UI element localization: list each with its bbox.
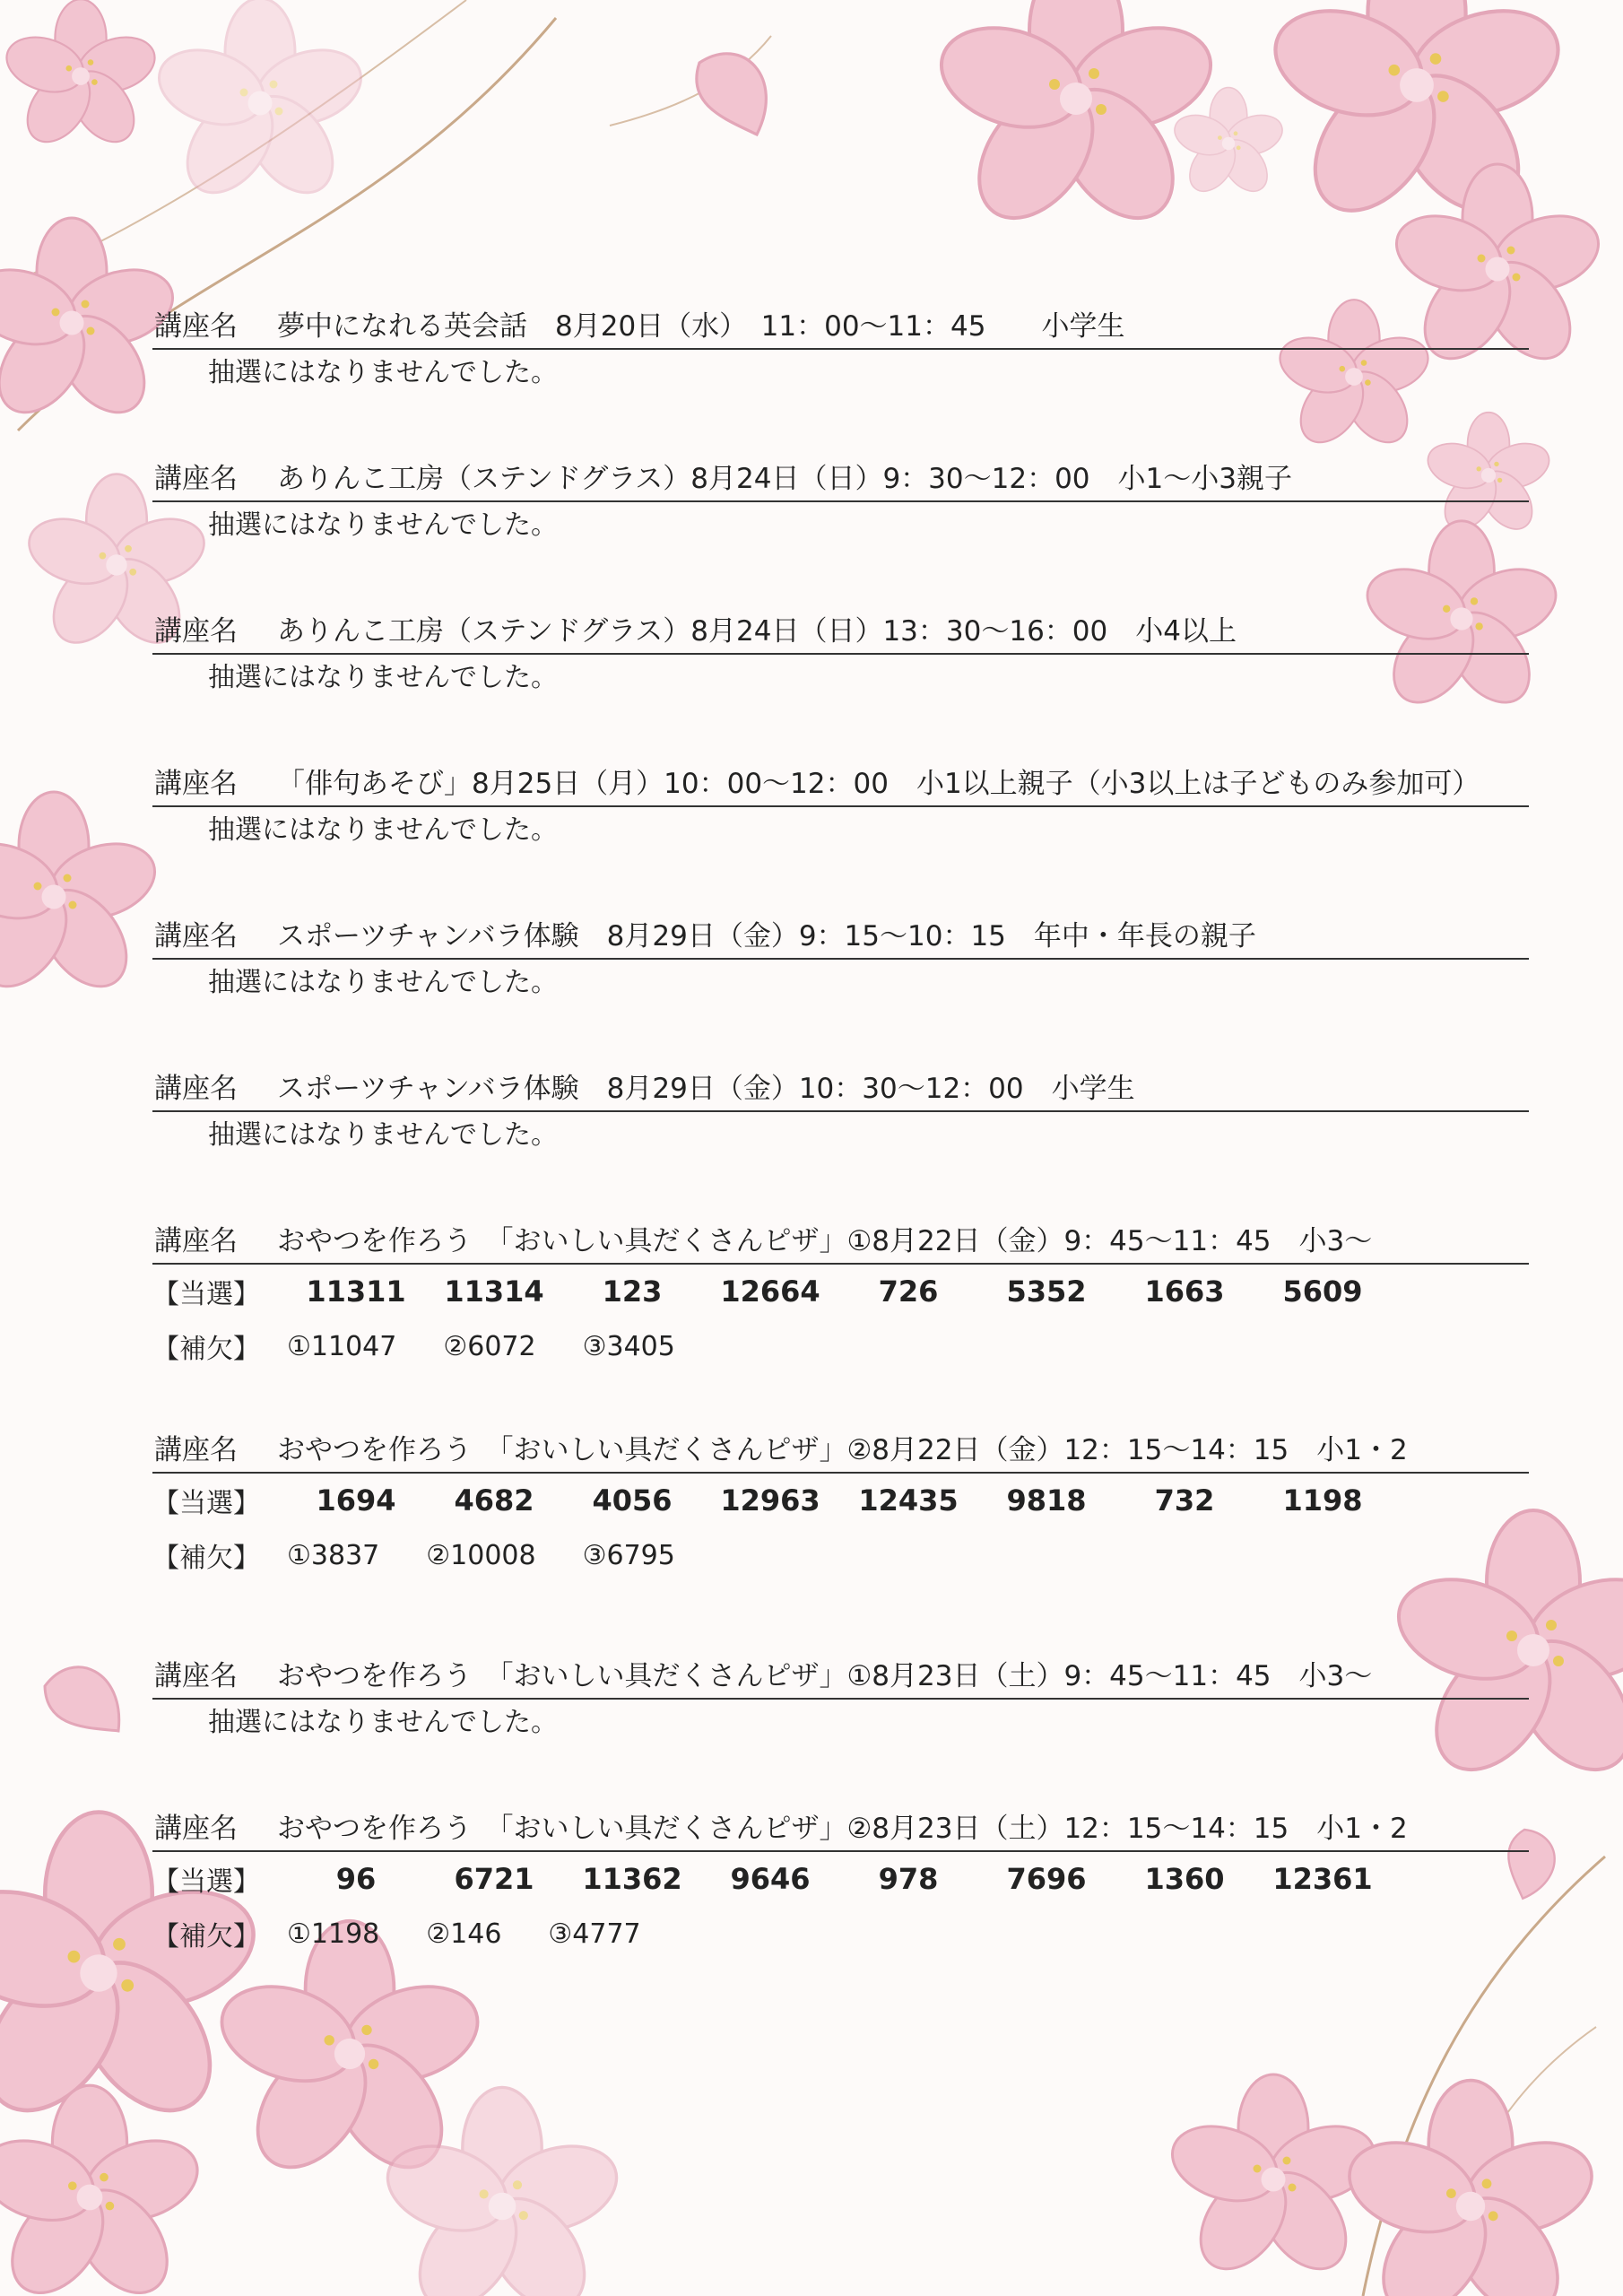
course-heading xyxy=(152,305,1529,350)
course-entry xyxy=(152,1067,1529,1159)
winner-number: 1663 xyxy=(1144,1274,1225,1309)
course-entry xyxy=(152,1220,1529,1374)
no-lottery-notice: 抽選にはなりませんでした。 xyxy=(208,967,558,998)
winner-number: 726 xyxy=(878,1274,939,1309)
winner-number: 11314 xyxy=(444,1274,544,1309)
winners-label: 【当選】 xyxy=(152,1279,260,1310)
course-heading xyxy=(152,1655,1529,1700)
backup-number: ②10008 xyxy=(426,1539,536,1571)
course-title: 「俳句あそび」8月25日（月）10：00～12：00 小1以上親子（小3以上は子どものみ参加可） xyxy=(277,768,1480,800)
course-entry xyxy=(152,305,1529,396)
winner-number: 9646 xyxy=(730,1862,811,1896)
backups-row xyxy=(152,1527,1529,1583)
course-heading xyxy=(152,1807,1529,1852)
winner-number: 123 xyxy=(602,1274,663,1309)
winner-number: 6721 xyxy=(454,1862,534,1896)
winner-number: 96 xyxy=(335,1862,377,1896)
winner-number: 5352 xyxy=(1006,1274,1087,1309)
course-entry xyxy=(152,762,1529,854)
course-title: おやつを作ろう 「おいしい具だくさんピザ」①8月23日（土）9：45～11：45 小3～ xyxy=(277,1660,1373,1692)
winner-number: 11362 xyxy=(582,1862,682,1896)
course-label: 講座名 xyxy=(154,1660,238,1692)
winner-number: 732 xyxy=(1154,1483,1215,1518)
course-title: スポーツチャンバラ体験 8月29日（金）10：30～12：00 小学生 xyxy=(277,1073,1135,1105)
backup-number: ③4777 xyxy=(548,1918,641,1950)
backups-row xyxy=(152,1906,1529,1961)
winners-label: 【当選】 xyxy=(152,1488,260,1519)
course-title: ありんこ工房（ステンドグラス）8月24日（日）13：30～16：00 小4以上 xyxy=(277,615,1237,648)
winners-label: 【当選】 xyxy=(152,1866,260,1898)
no-lottery-notice: 抽選にはなりませんでした。 xyxy=(208,1707,558,1738)
course-heading xyxy=(152,1220,1529,1265)
course-label: 講座名 xyxy=(154,463,238,495)
winners-row xyxy=(152,1265,1529,1318)
winner-number: 7696 xyxy=(1006,1862,1087,1896)
course-heading xyxy=(152,457,1529,502)
backup-number: ③6795 xyxy=(582,1539,675,1571)
backup-number: ②146 xyxy=(426,1918,502,1950)
course-label: 講座名 xyxy=(154,1073,238,1105)
winner-number: 1198 xyxy=(1282,1483,1363,1518)
course-entry xyxy=(152,610,1529,701)
backup-number: ①3837 xyxy=(287,1539,380,1571)
winner-number: 11311 xyxy=(306,1274,406,1309)
no-lottery-notice: 抽選にはなりませんでした。 xyxy=(208,662,558,693)
course-label: 講座名 xyxy=(154,1813,238,1845)
course-label: 講座名 xyxy=(154,615,238,648)
winner-number: 4056 xyxy=(592,1483,673,1518)
course-entry xyxy=(152,915,1529,1006)
course-label: 講座名 xyxy=(154,920,238,952)
backup-number: ③3405 xyxy=(582,1330,675,1362)
winner-number: 5609 xyxy=(1282,1274,1363,1309)
course-heading xyxy=(152,1429,1529,1474)
no-lottery-notice: 抽選にはなりませんでした。 xyxy=(208,814,558,846)
backup-number: ②6072 xyxy=(443,1330,536,1362)
course-heading xyxy=(152,1067,1529,1112)
course-heading xyxy=(152,762,1529,807)
course-entry xyxy=(152,1429,1529,1583)
winner-number: 12361 xyxy=(1272,1862,1373,1896)
course-label: 講座名 xyxy=(154,1225,238,1257)
winner-number: 978 xyxy=(878,1862,939,1896)
no-lottery-notice: 抽選にはなりませんでした。 xyxy=(208,1119,558,1151)
course-title: 夢中になれる英会話 8月20日（水） 11：00～11：45 小学生 xyxy=(277,310,1125,343)
winner-number: 12664 xyxy=(720,1274,820,1309)
backup-number: ①11047 xyxy=(287,1330,397,1362)
course-title: スポーツチャンバラ体験 8月29日（金）9：15～10：15 年中・年長の親子 xyxy=(277,920,1256,952)
course-title: おやつを作ろう 「おいしい具だくさんピザ」①8月22日（金）9：45～11：45 小3～ xyxy=(277,1225,1373,1257)
winner-number: 9818 xyxy=(1006,1483,1087,1518)
course-title: ありんこ工房（ステンドグラス）8月24日（日）9：30～12：00 小1～小3親子 xyxy=(277,463,1292,495)
backups-row xyxy=(152,1318,1529,1374)
course-entry xyxy=(152,457,1529,549)
winner-number: 4682 xyxy=(454,1483,534,1518)
no-lottery-notice: 抽選にはなりませんでした。 xyxy=(208,357,558,388)
course-label: 講座名 xyxy=(154,768,238,800)
winner-number: 1694 xyxy=(316,1483,396,1518)
course-heading xyxy=(152,915,1529,960)
course-title: おやつを作ろう 「おいしい具だくさんピザ」②8月23日（土）12：15～14：15 小1・2 xyxy=(277,1813,1408,1845)
course-label: 講座名 xyxy=(154,1434,238,1466)
course-entry xyxy=(152,1655,1529,1746)
backups-label: 【補欠】 xyxy=(152,1334,260,1365)
winner-number: 12963 xyxy=(720,1483,820,1518)
winner-number: 12435 xyxy=(858,1483,959,1518)
backups-label: 【補欠】 xyxy=(152,1921,260,1952)
no-lottery-notice: 抽選にはなりませんでした。 xyxy=(208,509,558,541)
course-entry xyxy=(152,1807,1529,1961)
course-title: おやつを作ろう 「おいしい具だくさんピザ」②8月22日（金）12：15～14：15 小1・2 xyxy=(277,1434,1408,1466)
backups-label: 【補欠】 xyxy=(152,1543,260,1574)
winners-row xyxy=(152,1474,1529,1527)
course-heading xyxy=(152,610,1529,655)
backup-number: ①1198 xyxy=(287,1918,380,1950)
winner-number: 1360 xyxy=(1144,1862,1225,1896)
course-label: 講座名 xyxy=(154,310,238,343)
winners-row xyxy=(152,1852,1529,1906)
